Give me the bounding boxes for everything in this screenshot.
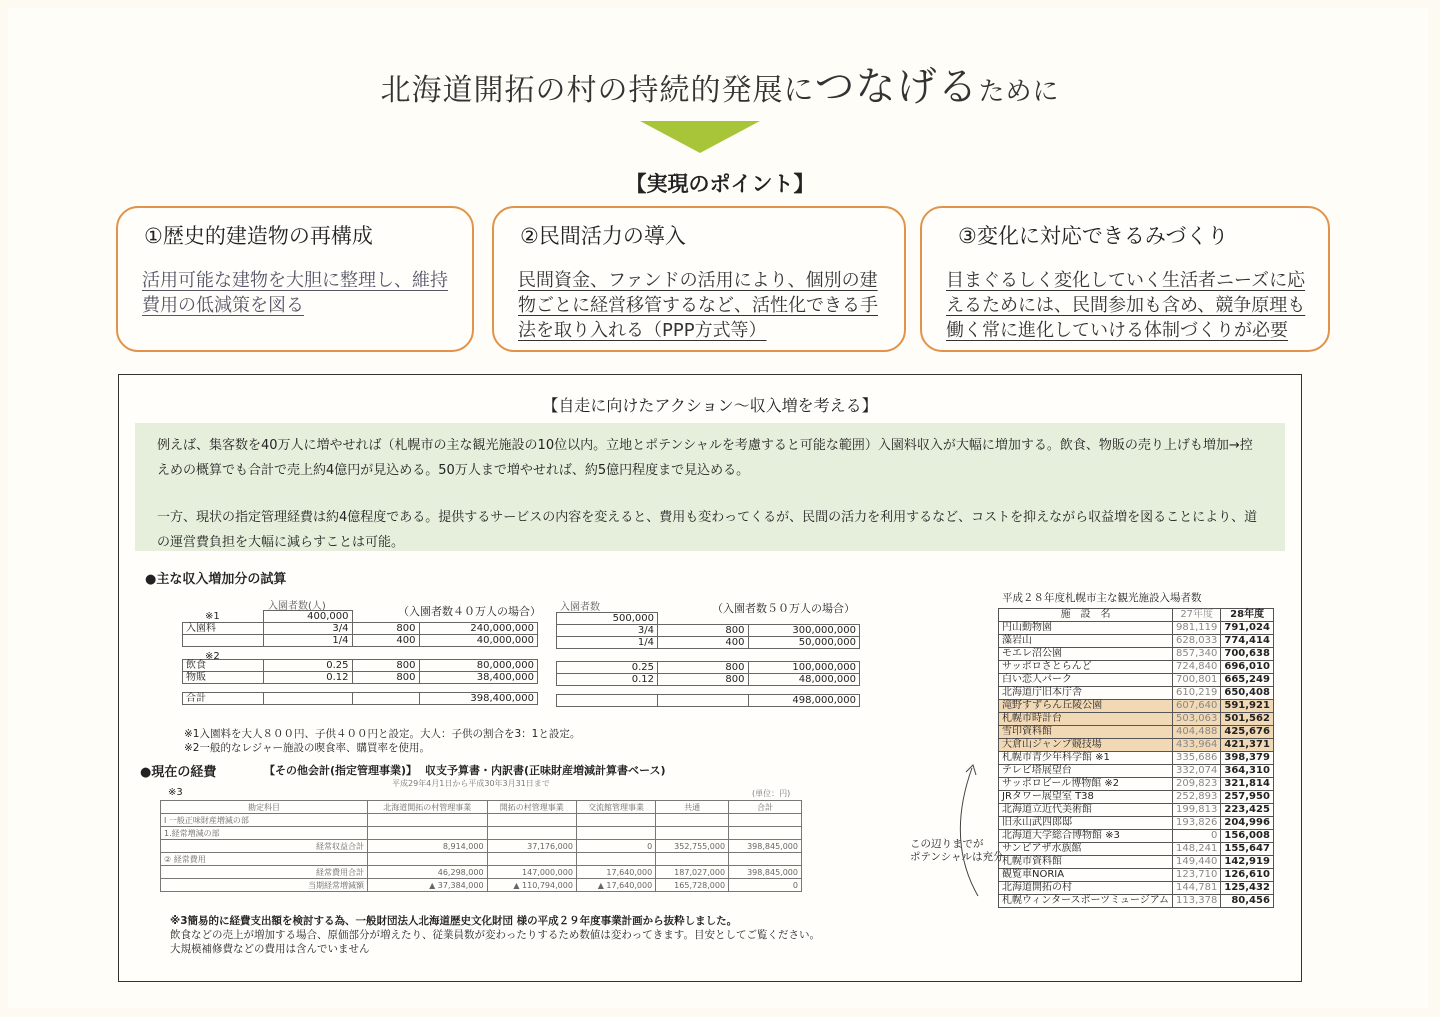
expenses-period: 平成29年4月1日から平成30年3月31日まで	[392, 779, 550, 788]
title-part3: ために	[978, 77, 1060, 107]
note-mark-2: ※2	[205, 651, 220, 662]
table-row: 札幌ウィンタースポーツミュージアム 113,378 80,456	[999, 895, 1274, 908]
expenses-table	[160, 800, 802, 892]
table-row: 北海道庁旧本庁舎 610,219 650,408	[999, 687, 1274, 700]
case-400-label: （入園者数４０万人の場合）	[398, 605, 541, 618]
visitors-label: 入園者数(人)	[268, 601, 326, 612]
note-1: ※1入園料を大人８００円、子供４００円と設定。大人：子供の割合を3：1と設定。	[184, 728, 581, 740]
table-row: サッポロビール博物館 ※2 209,823 321,814	[999, 778, 1274, 791]
table-row: 1.経常増減の部	[161, 827, 802, 840]
table-row: 大倉山ジャンプ競技場 433,964 421,371	[999, 739, 1274, 752]
title-part1: 北海道開拓の村の持続的発展に	[380, 73, 815, 108]
title-emphasis: つなげる	[814, 64, 979, 110]
table-row: 入園料 3/4 800 240,000,000	[183, 623, 538, 635]
revenue-heading: ●主な収入増加分の試算	[145, 572, 287, 587]
table-row: 飲食 0.25 800 80,000,000	[183, 660, 538, 672]
table-row: 経常費用合計 46,298,000 147,000,000 17,640,000 187,027,000 398,845,000	[161, 866, 802, 879]
visitors-value: 400,000	[263, 611, 352, 623]
table-row: ② 経常費用	[161, 853, 802, 866]
table-row: JRタワー展望室 T38 252,893 257,950	[999, 791, 1274, 804]
table-row: 旧永山武四郎邸 193,826 204,996	[999, 817, 1274, 830]
table-row: 当期経常増減額 ▲ 37,384,000 ▲ 110,794,000 ▲ 17,640,000 165,728,000 0	[161, 879, 802, 892]
note-5: 大規模補修費などの費用は含んでいません	[170, 943, 370, 955]
point-body: 民間資金、ファンドの活用により、個別の建物ごとに経営移管するなど、活性化できる手法を取り入れる（PPP方式等）	[518, 270, 878, 341]
point-box-2	[492, 206, 906, 352]
table-row: 札幌市時計台 503,063 501,562	[999, 713, 1274, 726]
point-heading: ①歴史的建造物の再構成	[144, 224, 373, 248]
table-row: 円山動物園 981,119 791,024	[999, 622, 1274, 635]
table-row: 滝野すずらん丘陵公園 607,640 591,921	[999, 700, 1274, 713]
table-row: 1/4 400 50,000,000	[557, 637, 860, 649]
potential-annotation: この辺りまでが ポテンシャルは充分	[910, 838, 1004, 863]
expenses-unit: (単位：円)	[752, 789, 791, 798]
table-row: 経常収益合計 8,914,000 37,176,000 0 352,755,000 398,845,000	[161, 840, 802, 853]
table-row: 白い恋人パーク 700,801 665,249	[999, 674, 1274, 687]
table-row: Ⅰ 一般正味財産増減の部	[161, 814, 802, 827]
visitors-table	[998, 608, 1274, 908]
note-mark-1: ※1	[205, 611, 220, 622]
expenses-heading: ●現在の経費	[140, 765, 217, 780]
point-body: 活用可能な建物を大胆に整理し、維持費用の低減策を図る	[142, 270, 448, 316]
table-row: 札幌市資料館 149,440 142,919	[999, 856, 1274, 869]
action-heading: 【自走に向けたアクション～収入増を考える】	[542, 396, 878, 415]
expenses-sub-2: 収支予算書・内訳書(正味財産増減計算書ベース)	[425, 764, 666, 777]
table-row: 物販 0.12 800 38,400,000	[183, 672, 538, 684]
table-row: モエレ沼公園 857,340 700,638	[999, 648, 1274, 661]
action-summary	[135, 423, 1285, 551]
table-row: 北海道立近代美術館 199,813 223,425	[999, 804, 1274, 817]
visitors-value: 500,000	[557, 613, 658, 625]
note-2: ※2一般的なレジャー施設の喫食率、購買率を使用。	[184, 742, 431, 754]
table-row: サンピアザ水族館 148,241 155,647	[999, 843, 1274, 856]
table-row: 北海道大学総合博物館 ※3 0 156,008	[999, 830, 1274, 843]
summary-paragraph-2: 一方、現状の指定管理経費は約4億程度である。提供するサービスの内容を変えると、費用も変わってくるが、民間の活力を利用するなど、コストを抑えながら収益増を図ることにより、道の運営費負担を大幅に減らすことは可能。	[157, 510, 1258, 550]
table-row: 北海道開拓の村 144,781 125,432	[999, 882, 1274, 895]
point-body: 目まぐるしく変化していく生活者ニーズに応えるためには、民間参加も含め、競争原理も働く常に進化していける体制づくりが必要	[946, 270, 1306, 341]
table-row: 札幌市青少年科学館 ※1 335,686 398,379	[999, 752, 1274, 765]
point-heading: ③変化に対応できるみづくり	[958, 224, 1229, 248]
table-header: 勘定科目 北海道開拓の村管理事業 開拓の村管理事業 交流館管理事業 共通 合計	[161, 801, 802, 814]
table-row: 3/4 800 300,000,000	[557, 625, 860, 637]
table-row: 1/4 400 40,000,000	[183, 635, 538, 647]
points-heading: 【実現のポイント】	[625, 172, 815, 196]
revenue-table-500k	[556, 612, 860, 707]
note-3: ※3簡易的に経費支出額を検討する為、一般財団法人北海道歴史文化財団 様の平成２９年度事業計画から抜粋しました。	[170, 915, 738, 927]
note-4: 飲食などの売上が増加する場合、原価部分が増えたり、従業員数が変わったりするため数値は変わってきます。目安としてご覧ください。	[170, 929, 820, 941]
table-row: 0.12 800 48,000,000	[557, 674, 860, 686]
down-arrow-icon	[640, 121, 760, 153]
table-row: 藻岩山 628,033 774,414	[999, 635, 1274, 648]
curved-arrow-icon	[944, 760, 984, 900]
table-row: 観覧車NORIA 123,710 126,610	[999, 869, 1274, 882]
case-500-label: （入園者数５０万人の場合）	[712, 602, 855, 615]
table-row: テレビ塔展望台 332,074 364,310	[999, 765, 1274, 778]
table-row: 雪印資料館 404,488 425,676	[999, 726, 1274, 739]
note-mark-3: ※3	[168, 787, 183, 798]
total-row: 合計 398,400,000	[183, 693, 538, 705]
summary-paragraph-1: 例えば、集客数を40万人に増やせれば（札幌市の主な観光施設の10位以内。立地とポテンシャルを考慮すると可能な範囲）入園料収入が大幅に増加する。飲食、物販の売り上げも増加→控えめの概算でも合計で売上約4億円が見込める。50万人まで増やせれば、約5億円程度まで見込める。	[157, 438, 1253, 478]
point-box-3	[920, 206, 1330, 352]
table-row: サッポロさとらんど 724,840 696,010	[999, 661, 1274, 674]
point-box-1	[116, 206, 474, 352]
visitors-label-500: 入園者数	[560, 602, 600, 613]
table-row: 0.25 800 100,000,000	[557, 662, 860, 674]
page-title	[0, 55, 1440, 112]
expenses-sub-1: 【その他会計(指定管理事業)】	[264, 764, 418, 777]
table-header: 施 設 名 27年度 28年度	[999, 609, 1274, 622]
total-row: 498,000,000	[557, 695, 860, 707]
visitors-heading: 平成２８年度札幌市主な観光施設入場者数	[1002, 592, 1202, 604]
point-heading: ②民間活力の導入	[520, 224, 686, 248]
revenue-table-400k	[182, 610, 538, 705]
